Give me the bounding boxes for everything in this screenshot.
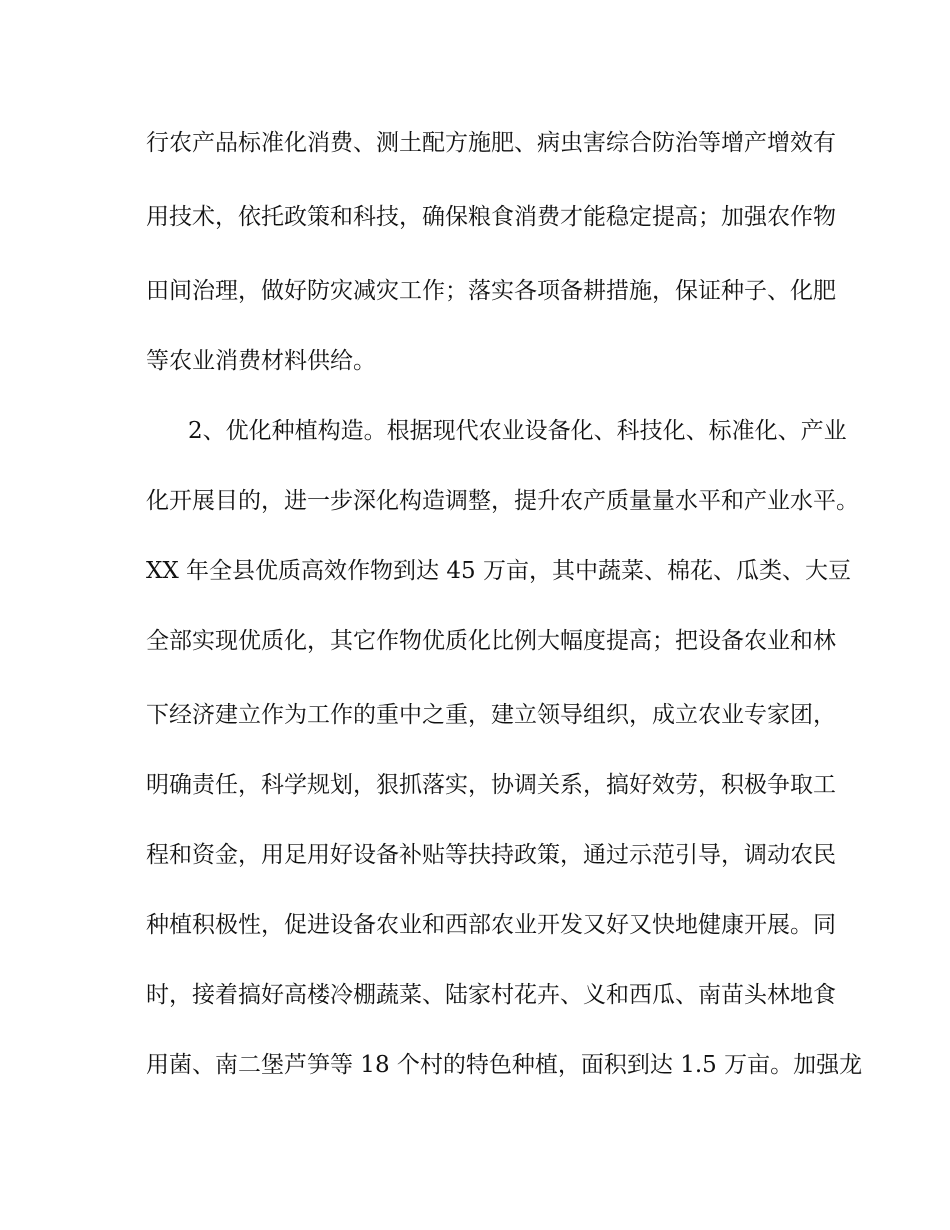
paragraph-line: 行农产品标准化消费、测土配方施肥、病虫害综合防治等增产增效有 — [146, 130, 836, 156]
paragraph-line: 田间治理，做好防灾减灾工作；落实各项备耕措施，保证种子、化肥 — [146, 278, 836, 304]
paragraph-line: 明确责任，科学规划，狠抓落实，协调关系，搞好效劳，积极争取工 — [146, 772, 836, 798]
paragraph-line: XX 年全县优质高效作物到达 45 万亩，其中蔬菜、棉花、瓜类、大豆 — [146, 558, 851, 584]
paragraph-line: 化开展目的，进一步深化构造调整，提升农产质量量水平和产业水平。 — [146, 488, 859, 514]
paragraph-line: 等农业消费材料供给。 — [146, 348, 376, 374]
paragraph-line: 用菌、南二堡芦笋等 18 个村的特色种植，面积到达 1.5 万亩。加强龙 — [146, 1052, 863, 1078]
paragraph-line: 种植积极性，促进设备农业和西部农业开发又好又快地健康开展。同 — [146, 912, 836, 938]
paragraph-line: 时，接着搞好高楼冷棚蔬菜、陆家村花卉、义和西瓜、南苗头林地食 — [146, 982, 836, 1008]
paragraph-line: 用技术，依托政策和科技，确保粮食消费才能稳定提高；加强农作物 — [146, 204, 836, 230]
paragraph-line: 全部实现优质化，其它作物优质化比例大幅度提高；把设备农业和林 — [146, 628, 836, 654]
paragraph-line-indented: 2、优化种植构造。根据现代农业设备化、科技化、标准化、产业 — [188, 418, 847, 444]
paragraph-line: 下经济建立作为工作的重中之重，建立领导组织，成立农业专家团， — [146, 702, 836, 728]
paragraph-line: 程和资金，用足用好设备补贴等扶持政策，通过示范引导，调动农民 — [146, 842, 836, 868]
